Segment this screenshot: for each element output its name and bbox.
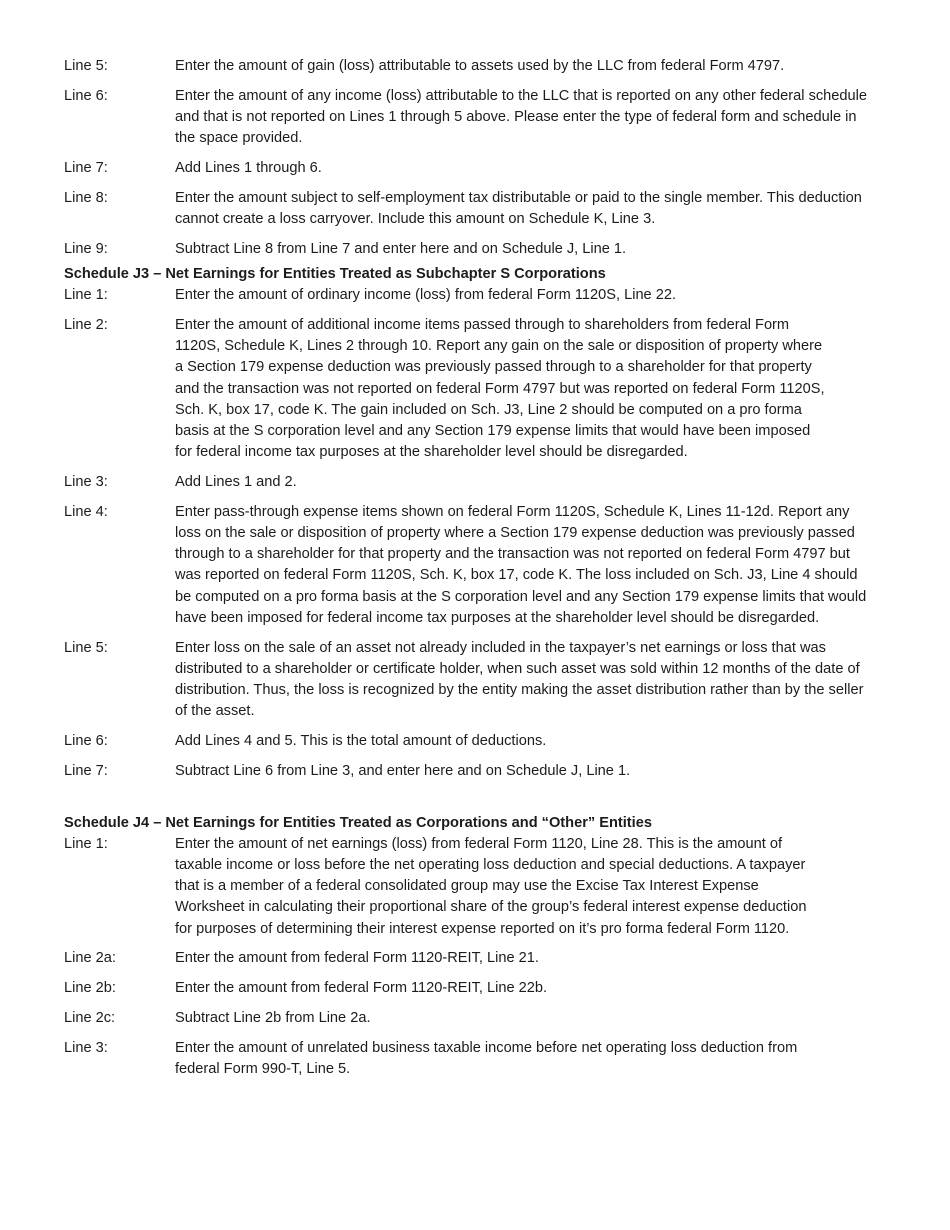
line-label: Line 2c:	[64, 1010, 116, 1027]
j3-line-3	[64, 472, 874, 493]
line-label: Line 9:	[64, 240, 108, 257]
j4-line-2b	[64, 978, 874, 999]
line-label: Line 7:	[64, 762, 108, 779]
line-label: Line 5:	[64, 58, 108, 74]
j2-line-5	[64, 56, 874, 77]
line-text: Add Lines 1 and 2.	[175, 474, 297, 491]
line-text: Enter the amount of unrelated business taxable income before net operating loss deduction from federal Form 990-T, Line 5.	[175, 1039, 798, 1078]
line-text: Enter loss on the sale of an asset not already included in the taxpayer’s net earnings or loss that was distributed to a shareholder or certificate holder, when such asset was sold within 12 months of the date of distribution. Thus, the loss is recognized by the entity making the asset distribution rather than by the seller of the asset.	[175, 639, 864, 720]
j4-line-2c	[64, 1008, 874, 1029]
line-label: Line 2:	[64, 317, 108, 333]
line-text: Subtract Line 8 from Line 7 and enter here and on Schedule J, Line 1.	[175, 240, 627, 257]
j3-line-1	[64, 285, 874, 306]
j3-line-6	[64, 731, 874, 752]
line-label: Line 4:	[64, 503, 108, 520]
line-text: Subtract Line 2b from Line 2a.	[175, 1010, 371, 1027]
line-text: Enter the amount from federal Form 1120-REIT, Line 21.	[175, 950, 539, 967]
line-text: Add Lines 4 and 5. This is the total amount of deductions.	[175, 733, 547, 750]
line-label: Line 6:	[64, 87, 108, 104]
j3-line-4	[64, 502, 874, 629]
line-text: Enter the amount subject to self-employment tax distributable or paid to the single member. This deduction cannot create a loss carryover. Include this amount on Schedule K, Line 3.	[175, 189, 862, 227]
line-text: Add Lines 1 through 6.	[175, 160, 322, 176]
schedule-j3-heading: Schedule J3 – Net Earnings for Entities Treated as Subchapter S Corporations	[64, 266, 606, 282]
line-label: Line 8:	[64, 189, 108, 206]
line-label: Line 7:	[64, 160, 108, 176]
line-label: Line 5:	[64, 639, 108, 656]
line-label: Line 3:	[64, 474, 108, 491]
line-text: Enter the amount of net earnings (loss) from federal Form 1120, Line 28. This is the amount of taxable income or loss before the net operating loss deduction and special deductions. A taxpayer that is a member of a federal consolidated group may use the Excise Tax Interest Expense Worksheet in calculating their proportional share of the group’s federal interest expense deduction for purposes of determining their interest expense reported on it’s pro forma federal Form 1120.	[175, 835, 807, 937]
line-text: Enter the amount of gain (loss) attributable to assets used by the LLC from federal Form 4797.	[175, 58, 785, 74]
instructions-document	[64, 56, 874, 1089]
line-text: Enter the amount of any income (loss) attributable to the LLC that is reported on any other federal schedule and that is not reported on Lines 1 through 5 above. Please enter the type of federal form and schedule in the space provided.	[175, 87, 867, 147]
line-label: Line 6:	[64, 733, 108, 750]
j3-line-5	[64, 638, 874, 723]
j2-line-7	[64, 158, 874, 179]
j4-line-1	[64, 834, 874, 940]
line-text: Enter the amount from federal Form 1120-REIT, Line 22b.	[175, 980, 548, 997]
j2-line-6	[64, 86, 874, 150]
line-label: Line 3:	[64, 1039, 108, 1056]
line-text: Enter pass-through expense items shown on federal Form 1120S, Schedule K, Lines 11-12d. Report any loss on the sale or disposition of property where a Section 179 expense deduction was previously passed through to a shareholder for that property and the transaction was not reported on federal Form 4797 but was reported on federal Form 1120S, Sch. K, box 17, code K. The loss included on Sch. J3, Line 4 should be computed on a pro forma basis at the S corporation level and any Section 179 expense limits that would have been imposed for federal income tax purposes at the shareholder level should be disregarded.	[175, 503, 867, 626]
line-text: Enter the amount of ordinary income (loss) from federal Form 1120S, Line 22.	[175, 287, 677, 304]
j3-line-2	[64, 315, 874, 463]
schedule-j4-heading: Schedule J4 – Net Earnings for Entities Treated as Corporations and “Other” Entities	[64, 814, 652, 831]
line-label: Line 2a:	[64, 950, 116, 967]
line-label: Line 2b:	[64, 980, 116, 997]
line-label: Line 1:	[64, 287, 108, 304]
j4-line-3	[64, 1038, 874, 1080]
line-text: Subtract Line 6 from Line 3, and enter here and on Schedule J, Line 1.	[175, 762, 631, 779]
line-label: Line 1:	[64, 835, 108, 852]
j4-line-2a	[64, 948, 874, 969]
j3-line-7	[64, 761, 874, 782]
line-text: Enter the amount of additional income items passed through to shareholders from federal Form 1120S, Schedule K, Lines 2 through 10. Report any gain on the sale or disposition of property where a Section 179 expense deduction was previously passed through to a shareholder for that property and the transaction was not reported on federal Form 4797 but was reported on federal Form 1120S, Sch. K, box 17, code K. The gain included on Sch. J3, Line 2 should be computed on a pro forma basis at the S corporation level and any Section 179 expense limits that would have been imposed for federal income tax purposes at the shareholder level should be disregarded.	[175, 317, 825, 461]
j2-line-9	[64, 239, 874, 260]
j2-line-8	[64, 188, 874, 230]
